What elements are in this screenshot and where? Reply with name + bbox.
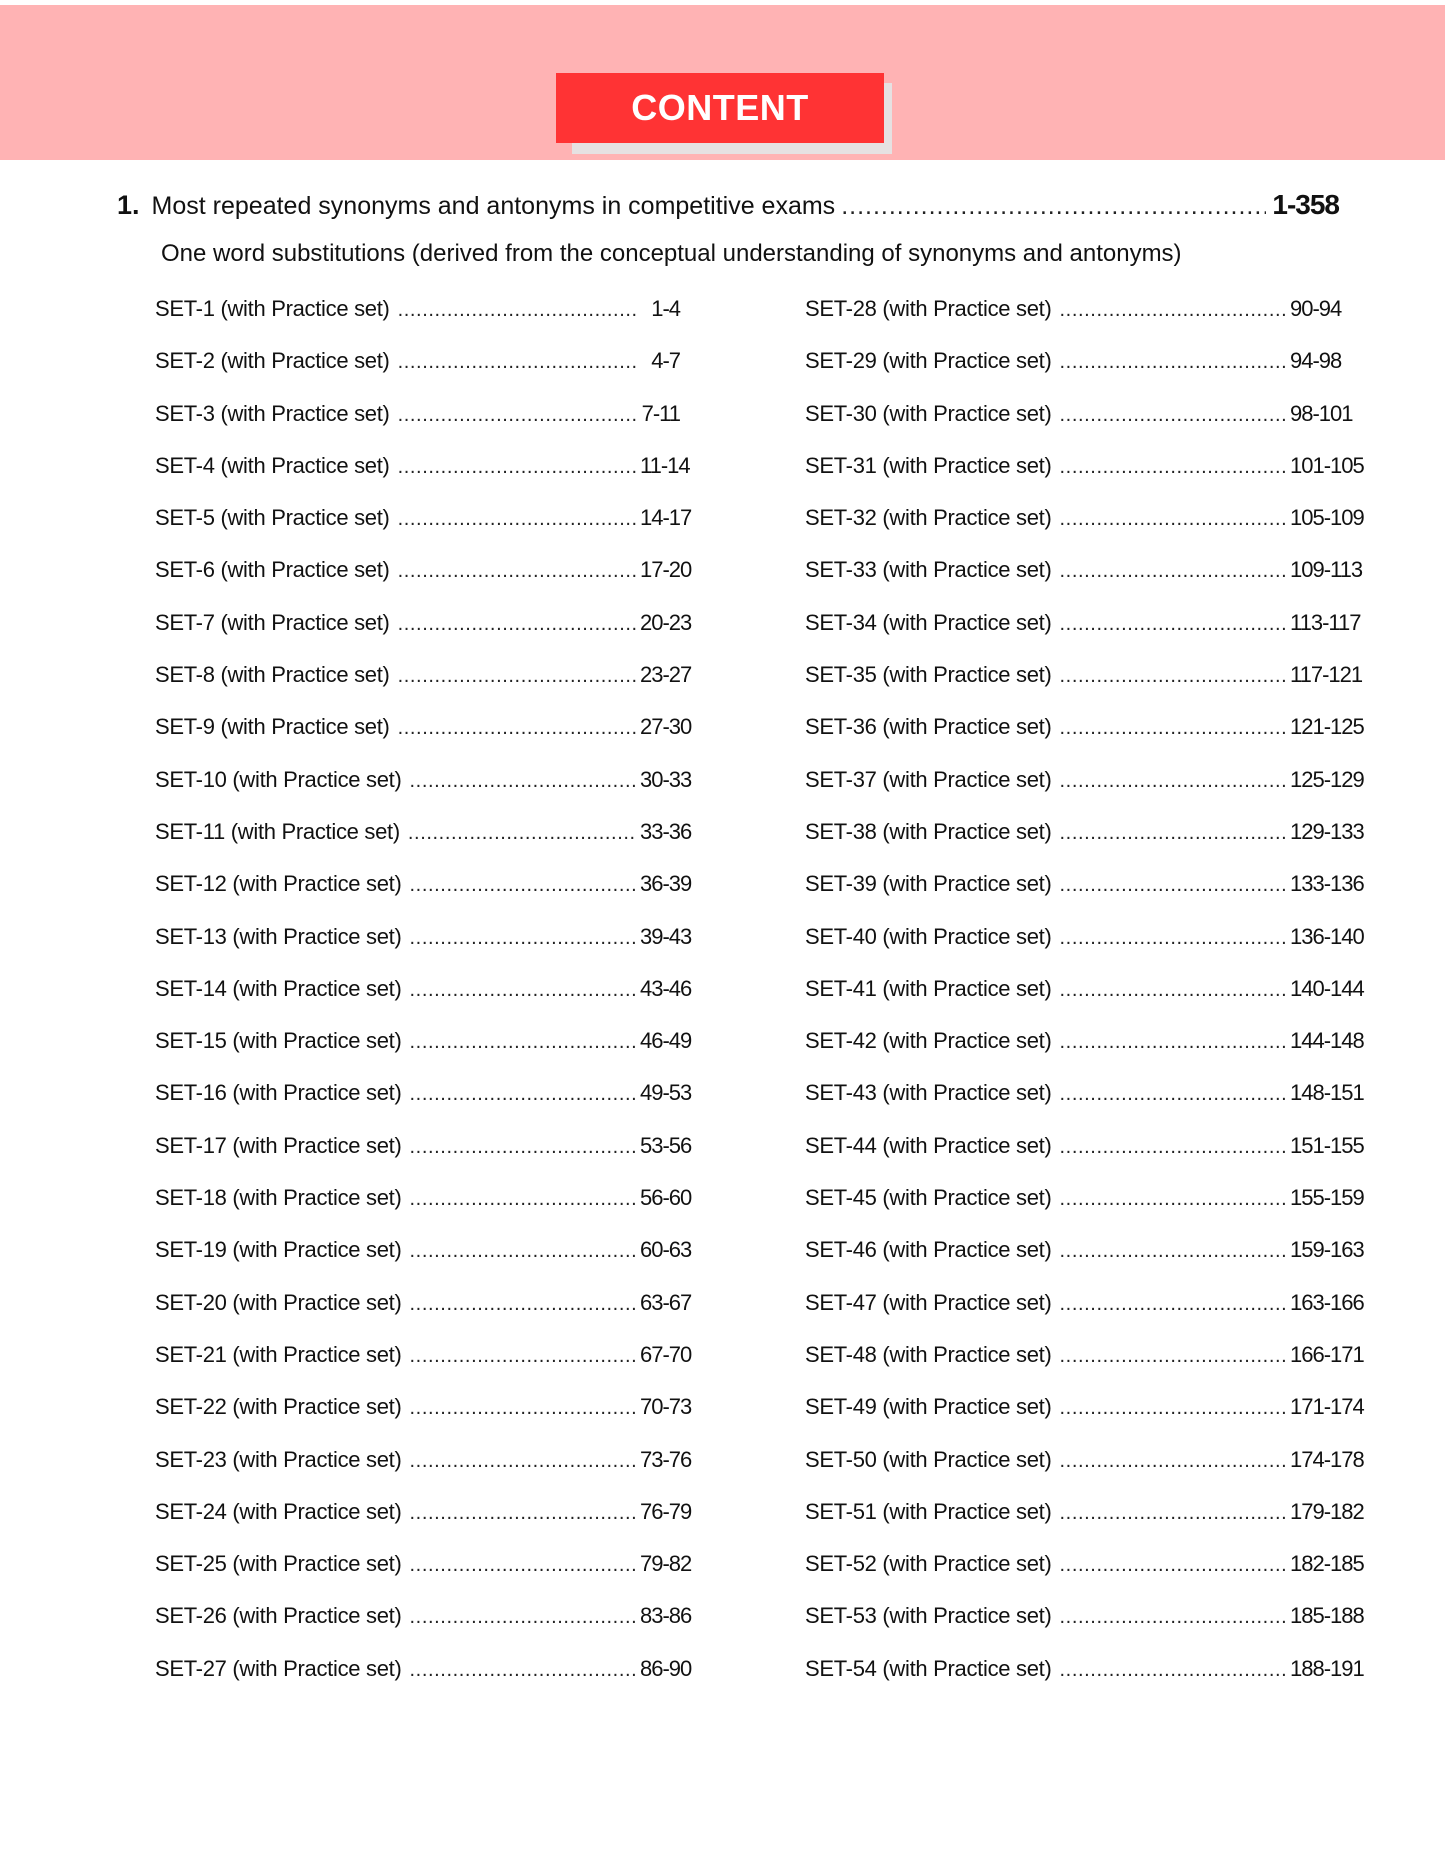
toc-entry-label: SET-42 (with Practice set) xyxy=(805,1028,1052,1054)
toc-entry-pages: 109-113 xyxy=(1290,557,1363,583)
toc-entry-pages: 182-185 xyxy=(1290,1551,1364,1577)
toc-entry[interactable] xyxy=(155,1341,692,1394)
toc-entry-label: SET-54 (with Practice set) xyxy=(805,1655,1052,1681)
dot-leader xyxy=(1060,613,1286,636)
toc-entry-label: SET-39 (with Practice set) xyxy=(805,871,1052,897)
dot-leader xyxy=(410,1136,636,1159)
toc-entry[interactable] xyxy=(155,1498,692,1551)
toc-entry-pages: 79-82 xyxy=(640,1551,692,1577)
toc-entry[interactable] xyxy=(805,1655,1364,1708)
dot-leader xyxy=(398,665,636,688)
toc-entry-pages: 188-191 xyxy=(1290,1655,1364,1681)
toc-entry[interactable] xyxy=(805,609,1361,662)
toc-entry-pages: 67-70 xyxy=(640,1341,692,1367)
dot-leader xyxy=(1060,770,1286,793)
toc-entry[interactable] xyxy=(805,1551,1364,1603)
toc-entry[interactable] xyxy=(155,1603,692,1655)
toc-entry-label: SET-26 (with Practice set) xyxy=(155,1603,402,1629)
dot-leader xyxy=(410,1450,636,1473)
toc-entry[interactable] xyxy=(155,1394,692,1446)
toc-entry-label: SET-14 (with Practice set) xyxy=(155,975,402,1001)
toc-entry[interactable] xyxy=(805,1185,1364,1237)
toc-entry-pages: 43-46 xyxy=(640,975,692,1001)
toc-entry-pages: 171-174 xyxy=(1290,1394,1364,1420)
toc-entry-label: SET-37 (with Practice set) xyxy=(805,766,1052,792)
toc-entry-pages: 70-73 xyxy=(640,1394,692,1420)
dot-leader xyxy=(1060,560,1286,583)
toc-entry-label: SET-13 (with Practice set) xyxy=(155,923,402,949)
toc-entry[interactable] xyxy=(155,348,680,400)
toc-entry-pages: 60-63 xyxy=(640,1237,692,1263)
toc-entry[interactable] xyxy=(155,1185,692,1237)
toc-entry-pages: 185-188 xyxy=(1290,1603,1364,1629)
dot-leader xyxy=(410,770,636,793)
toc-entry[interactable] xyxy=(805,557,1363,609)
toc-entry-label: SET-28 (with Practice set) xyxy=(805,296,1052,321)
toc-entry[interactable] xyxy=(155,714,692,766)
dot-leader xyxy=(1060,1083,1286,1106)
toc-entry-pages: 1-4 xyxy=(651,296,680,321)
toc-entry[interactable] xyxy=(155,505,692,557)
dot-leader xyxy=(1060,351,1286,374)
toc-entry-label: SET-11 (with Practice set) xyxy=(155,818,400,844)
dot-leader xyxy=(1060,1188,1286,1211)
dot-leader xyxy=(410,1659,636,1682)
toc-entry[interactable] xyxy=(805,1028,1364,1080)
dot-leader xyxy=(1060,1606,1286,1629)
toc-entry-pages: 56-60 xyxy=(640,1185,692,1211)
dot-leader xyxy=(398,404,636,427)
toc-entry[interactable] xyxy=(805,1132,1364,1185)
toc-column-right xyxy=(805,296,1364,1708)
toc-entry[interactable] xyxy=(155,1132,692,1185)
title-box xyxy=(556,73,884,143)
dot-leader xyxy=(410,1606,636,1629)
dot-leader xyxy=(398,456,636,479)
toc-entry-pages: 121-125 xyxy=(1290,714,1364,740)
toc-entry-label: SET-21 (with Practice set) xyxy=(155,1341,402,1367)
toc-entry-label: SET-1 (with Practice set) xyxy=(155,296,390,321)
toc-entry-pages: 166-171 xyxy=(1290,1341,1364,1367)
toc-column-left xyxy=(155,296,692,1708)
dot-leader xyxy=(1060,1502,1286,1525)
dot-leader xyxy=(1060,1450,1286,1473)
toc-entry-pages: 136-140 xyxy=(1290,923,1364,949)
dot-leader xyxy=(410,1345,636,1368)
toc-entry-label: SET-35 (with Practice set) xyxy=(805,662,1052,688)
dot-leader xyxy=(410,1031,636,1054)
toc-entry[interactable] xyxy=(805,975,1364,1028)
toc-entry-pages: 76-79 xyxy=(640,1498,692,1524)
chapter-subtitle: One word substitutions (derived from the conceptual understanding of synonyms and antonyms) xyxy=(161,240,1182,267)
toc-entry-label: SET-29 (with Practice set) xyxy=(805,348,1052,374)
dot-leader xyxy=(410,874,636,897)
toc-entry-pages: 27-30 xyxy=(640,714,692,740)
toc-entry-label: SET-22 (with Practice set) xyxy=(155,1394,402,1420)
toc-entry-pages: 33-36 xyxy=(640,818,692,844)
toc-entry-label: SET-46 (with Practice set) xyxy=(805,1237,1052,1263)
toc-entry[interactable] xyxy=(805,662,1363,714)
toc-entry[interactable] xyxy=(155,975,692,1028)
toc-entry[interactable] xyxy=(155,818,692,871)
toc-entry[interactable] xyxy=(805,1341,1364,1394)
toc-entry-label: SET-20 (with Practice set) xyxy=(155,1289,402,1315)
toc-entry-label: SET-51 (with Practice set) xyxy=(805,1498,1052,1524)
toc-entry[interactable] xyxy=(805,871,1364,923)
toc-entry-label: SET-27 (with Practice set) xyxy=(155,1655,402,1681)
toc-entry-label: SET-3 (with Practice set) xyxy=(155,400,390,426)
toc-entry-label: SET-10 (with Practice set) xyxy=(155,766,402,792)
toc-entry-pages: 4-7 xyxy=(651,348,680,374)
toc-entry-pages: 83-86 xyxy=(640,1603,692,1629)
dot-leader xyxy=(410,927,636,950)
toc-entry-label: SET-45 (with Practice set) xyxy=(805,1185,1052,1211)
toc-entry-label: SET-7 (with Practice set) xyxy=(155,609,390,635)
toc-entry-pages: 159-163 xyxy=(1290,1237,1364,1263)
toc-entry[interactable] xyxy=(155,1289,692,1342)
toc-entry[interactable] xyxy=(155,1446,692,1499)
toc-entry-label: SET-12 (with Practice set) xyxy=(155,871,402,897)
chapter-heading[interactable] xyxy=(117,189,1339,229)
toc-entry-label: SET-48 (with Practice set) xyxy=(805,1341,1052,1367)
toc-entry-label: SET-32 (with Practice set) xyxy=(805,505,1052,531)
toc-entry-pages: 20-23 xyxy=(640,609,692,635)
toc-entry-label: SET-25 (with Practice set) xyxy=(155,1551,402,1577)
toc-entry-pages: 105-109 xyxy=(1290,505,1364,531)
toc-entry-pages: 49-53 xyxy=(640,1080,692,1106)
toc-entry-label: SET-40 (with Practice set) xyxy=(805,923,1052,949)
dot-leader xyxy=(410,1554,636,1577)
toc-entry-pages: 174-178 xyxy=(1290,1446,1364,1472)
dot-leader xyxy=(408,822,636,845)
toc-entry[interactable] xyxy=(805,348,1342,400)
toc-entry-pages: 148-151 xyxy=(1290,1080,1364,1106)
toc-entry[interactable] xyxy=(805,923,1364,976)
toc-entry-label: SET-34 (with Practice set) xyxy=(805,609,1052,635)
toc-entry[interactable] xyxy=(805,1394,1364,1446)
toc-entry-pages: 179-182 xyxy=(1290,1498,1364,1524)
toc-entry-pages: 39-43 xyxy=(640,923,692,949)
dot-leader xyxy=(398,560,636,583)
toc-entry[interactable] xyxy=(155,1237,692,1289)
toc-entry-pages: 125-129 xyxy=(1290,766,1364,792)
dot-leader xyxy=(1060,1554,1286,1577)
toc-entry-label: SET-16 (with Practice set) xyxy=(155,1080,402,1106)
dot-leader xyxy=(410,1083,636,1106)
dot-leader xyxy=(1060,874,1286,897)
toc-entry-label: SET-5 (with Practice set) xyxy=(155,505,390,531)
dot-leader xyxy=(398,508,636,531)
toc-entry[interactable] xyxy=(155,296,680,348)
dot-leader xyxy=(410,1240,636,1263)
toc-entry[interactable] xyxy=(805,452,1364,505)
toc-entry-label: SET-8 (with Practice set) xyxy=(155,662,390,688)
toc-entry-pages: 53-56 xyxy=(640,1132,692,1158)
toc-entry-pages: 86-90 xyxy=(640,1655,692,1681)
toc-entry-pages: 144-148 xyxy=(1290,1028,1364,1054)
toc-entry-label: SET-49 (with Practice set) xyxy=(805,1394,1052,1420)
toc-entry-pages: 73-76 xyxy=(640,1446,692,1472)
toc-entry-label: SET-43 (with Practice set) xyxy=(805,1080,1052,1106)
toc-entry[interactable] xyxy=(805,1498,1364,1551)
dot-leader xyxy=(398,613,636,636)
toc-entry-pages: 163-166 xyxy=(1290,1289,1364,1315)
toc-entry-pages: 46-49 xyxy=(640,1028,692,1054)
dot-leader xyxy=(1060,1345,1286,1368)
toc-entry-pages: 98-101 xyxy=(1290,400,1353,426)
toc-entry[interactable] xyxy=(155,1028,692,1080)
toc-entry[interactable] xyxy=(805,714,1364,766)
toc-entry[interactable] xyxy=(805,1289,1364,1342)
toc-entry-pages: 113-117 xyxy=(1290,609,1361,635)
toc-entry-pages: 151-155 xyxy=(1290,1132,1364,1158)
toc-entry[interactable] xyxy=(155,766,692,819)
toc-entry-pages: 117-121 xyxy=(1290,662,1363,688)
toc-entry[interactable] xyxy=(805,1603,1364,1655)
chapter-pages: 1-358 xyxy=(1272,189,1339,220)
toc-entry-label: SET-24 (with Practice set) xyxy=(155,1498,402,1524)
dot-leader xyxy=(1060,1293,1286,1316)
toc-entry[interactable] xyxy=(805,400,1353,453)
toc-entry-label: SET-41 (with Practice set) xyxy=(805,975,1052,1001)
dot-leader xyxy=(410,1502,636,1525)
toc-entry-label: SET-6 (with Practice set) xyxy=(155,557,390,583)
dot-leader xyxy=(410,1397,636,1420)
dot-leader xyxy=(841,192,1266,221)
dot-leader xyxy=(1060,456,1286,479)
toc-entry-label: SET-50 (with Practice set) xyxy=(805,1446,1052,1472)
toc-entry-label: SET-19 (with Practice set) xyxy=(155,1237,402,1263)
toc-entry[interactable] xyxy=(155,452,690,505)
toc-entry[interactable] xyxy=(805,818,1364,871)
dot-leader xyxy=(410,979,636,1002)
toc-entry-pages: 14-17 xyxy=(640,505,692,531)
dot-leader xyxy=(1060,1031,1286,1054)
toc-entry[interactable] xyxy=(155,871,692,923)
dot-leader xyxy=(398,299,636,322)
toc-entry-pages: 30-33 xyxy=(640,766,692,792)
toc-entry-label: SET-4 (with Practice set) xyxy=(155,452,390,478)
toc-entry-label: SET-33 (with Practice set) xyxy=(805,557,1052,583)
dot-leader xyxy=(1060,979,1286,1002)
dot-leader xyxy=(1060,927,1286,950)
toc-entry-label: SET-53 (with Practice set) xyxy=(805,1603,1052,1629)
toc-entry[interactable] xyxy=(805,1237,1364,1289)
dot-leader xyxy=(1060,822,1286,845)
toc-entry-label: SET-18 (with Practice set) xyxy=(155,1185,402,1211)
dot-leader xyxy=(1060,1240,1286,1263)
toc-entry-label: SET-31 (with Practice set) xyxy=(805,452,1052,478)
toc-entry[interactable] xyxy=(805,766,1364,819)
toc-entry-pages: 140-144 xyxy=(1290,975,1364,1001)
toc-entry-pages: 63-67 xyxy=(640,1289,692,1315)
dot-leader xyxy=(398,717,636,740)
dot-leader xyxy=(1060,404,1286,427)
toc-entry-pages: 90-94 xyxy=(1290,296,1342,321)
dot-leader xyxy=(398,351,636,374)
dot-leader xyxy=(1060,665,1286,688)
toc-entry[interactable] xyxy=(155,609,692,662)
toc-entry[interactable] xyxy=(155,401,680,453)
toc-entry-label: SET-30 (with Practice set) xyxy=(805,400,1052,426)
toc-entry[interactable] xyxy=(805,1446,1364,1499)
dot-leader xyxy=(410,1293,636,1316)
toc-entry[interactable] xyxy=(155,1551,692,1603)
toc-entry-label: SET-17 (with Practice set) xyxy=(155,1132,402,1158)
toc-entry[interactable] xyxy=(805,505,1364,557)
toc-entry[interactable] xyxy=(805,1080,1364,1132)
toc-entry-pages: 101-105 xyxy=(1290,452,1364,478)
toc-entry-pages: 155-159 xyxy=(1290,1185,1364,1211)
toc-entry-pages: 17-20 xyxy=(640,557,692,583)
toc-entry-label: SET-36 (with Practice set) xyxy=(805,714,1052,740)
toc-entry-pages: 23-27 xyxy=(640,662,692,688)
toc-entry-pages: 7-11 xyxy=(641,400,680,426)
toc-entry-label: SET-44 (with Practice set) xyxy=(805,1132,1052,1158)
toc-entry[interactable] xyxy=(155,923,692,976)
toc-entry[interactable] xyxy=(155,557,692,609)
toc-entry-label: SET-52 (with Practice set) xyxy=(805,1551,1052,1577)
dot-leader xyxy=(1060,1659,1286,1682)
dot-leader xyxy=(410,1188,636,1211)
toc-entry-pages: 94-98 xyxy=(1290,348,1342,374)
toc-entry[interactable] xyxy=(805,296,1342,348)
toc-entry[interactable] xyxy=(155,662,692,714)
toc-entry-label: SET-23 (with Practice set) xyxy=(155,1446,402,1472)
toc-entry[interactable] xyxy=(155,1655,692,1708)
toc-entry-pages: 129-133 xyxy=(1290,818,1364,844)
toc-entry-label: SET-9 (with Practice set) xyxy=(155,714,390,740)
toc-entry-label: SET-47 (with Practice set) xyxy=(805,1289,1052,1315)
dot-leader xyxy=(1060,1136,1286,1159)
dot-leader xyxy=(1060,717,1286,740)
toc-entry[interactable] xyxy=(155,1080,692,1132)
toc-entry-label: SET-2 (with Practice set) xyxy=(155,348,390,374)
dot-leader xyxy=(1060,299,1286,322)
chapter-title: Most repeated synonyms and antonyms in competitive exams xyxy=(151,192,836,220)
toc-entry-pages: 11-14 xyxy=(640,452,690,478)
toc-entry-pages: 133-136 xyxy=(1290,871,1364,897)
toc-entry-label: SET-38 (with Practice set) xyxy=(805,818,1052,844)
dot-leader xyxy=(1060,508,1286,531)
page-title: CONTENT xyxy=(631,87,809,128)
dot-leader xyxy=(1060,1397,1286,1420)
chapter-number: 1. xyxy=(117,190,140,220)
toc-entry-label: SET-15 (with Practice set) xyxy=(155,1028,402,1054)
toc-entry-pages: 36-39 xyxy=(640,871,692,897)
